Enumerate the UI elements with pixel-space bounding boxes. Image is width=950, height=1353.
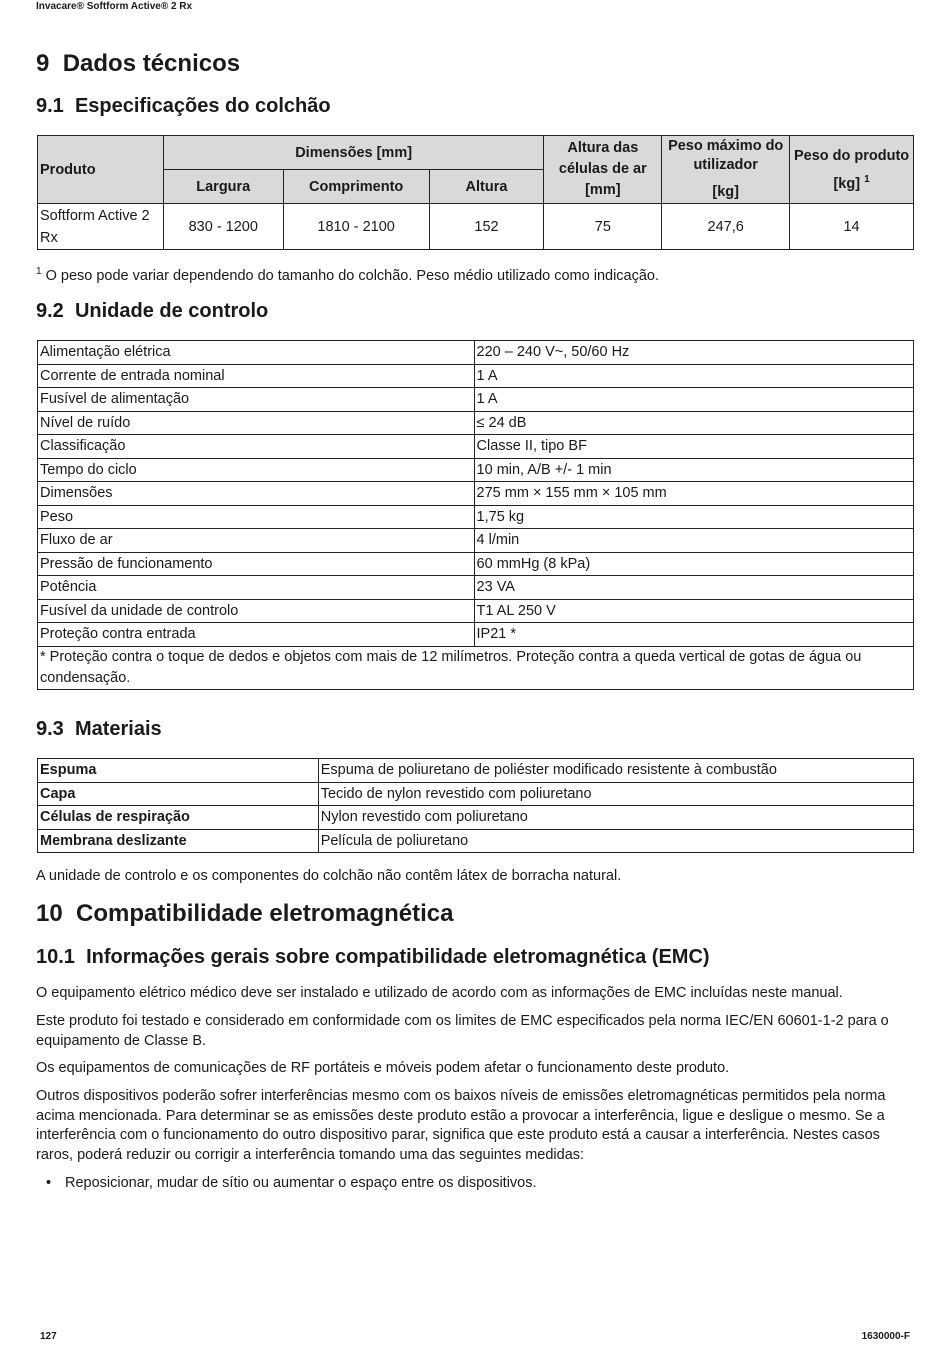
table-row [38,782,914,806]
control-note: * Proteção contra o toque de dedos e objetos com mais de 12 milímetros. Proteção contra a queda vertical de gotas de água ou condensação. [38,646,914,689]
material-value: Tecido de nylon revestido com poliuretano [318,782,913,806]
subsection-title: Especificações do colchão [74,95,331,117]
materials-table [37,758,914,853]
table-row [38,411,914,435]
row-label: Potência [38,576,475,600]
row-value: IP21 * [474,623,913,647]
section-number: 10 [36,900,63,927]
section-title: Compatibilidade eletromagnética [76,900,454,927]
subsection-heading [36,95,331,118]
subsection-title: Materiais [74,718,162,740]
row-value: 275 mm × 155 mm × 105 mm [474,482,913,506]
row-label: Alimentação elétrica [38,341,475,365]
col-header-peso-max [662,136,790,204]
material-value: Película de poliuretano [318,829,913,853]
table-row [38,364,914,388]
section-title: Dados técnicos [62,50,241,77]
row-value: 10 min, A/B +/- 1 min [474,458,913,482]
bullet-icon: • [46,1175,52,1191]
row-value: 23 VA [474,576,913,600]
section-heading [36,50,240,78]
table-row [38,759,914,783]
material-label: Espuma [38,759,319,783]
subsection-number: 9.3 [36,718,64,740]
page-number: 127 [40,1331,57,1342]
row-value: 60 mmHg (8 kPa) [474,552,913,576]
cell-altura: 152 [429,204,544,250]
cell-largura: 830 - 1200 [163,204,283,250]
table-row [38,829,914,853]
peso-produto-unit: [kg] [833,175,861,192]
subsection-number: 9.2 [36,300,64,322]
peso-max-unit: [kg] [712,184,739,200]
row-value: 1 A [474,364,913,388]
cell-produto: Softform Active 2 Rx [38,204,164,250]
subsection-number: 9.1 [36,95,64,117]
col-header-produto: Produto [38,136,164,204]
row-label: Tempo do ciclo [38,458,475,482]
row-value: Classe II, tipo BF [474,435,913,459]
row-value: T1 AL 250 V [474,599,913,623]
table-row [38,646,914,689]
row-label: Classificação [38,435,475,459]
row-label: Fusível de alimentação [38,388,475,412]
control-unit-table [37,340,914,690]
cell-peso-max: 247,6 [662,204,790,250]
subsection-title: Informações gerais sobre compatibilidade eletromagnética (EMC) [86,946,710,968]
row-value: 4 l/min [474,529,913,553]
col-header-altura: Altura [429,170,544,204]
row-label: Pressão de funcionamento [38,552,475,576]
row-label: Peso [38,505,475,529]
subsection-heading [36,300,268,323]
table-row [38,388,914,412]
row-label: Nível de ruído [38,411,475,435]
emc-paragraph: O equipamento elétrico médico deve ser instalado e utilizado de acordo com as informações de EMC incluídas neste manual. [36,985,843,1001]
row-value: 1,75 kg [474,505,913,529]
peso-max-label: Peso máximo do utilizador [668,138,784,173]
section-number: 9 [36,50,50,77]
table-row [38,623,914,647]
table-row [38,435,914,459]
spec-footnote [36,262,916,286]
bullet-text: Reposicionar, mudar de sítio ou aumentar o espaço entre os dispositivos. [65,1175,537,1191]
emc-paragraph: Outros dispositivos poderão sofrer interferências mesmo com os baixos níveis de emissões eletromagnéticas permitidos pela norma acima mencionada. Para determinar se as emissões deste produto estão a provocar a interferência, ligue e desligue o mesmo. Se a interferência com o funcionamento do outro dispositivo parar, significa que este produto está a causar a interferência. Nestes casos raros, poderá reduzir ou corrigir a interferência tomando uma das seguintes medidas: [36,1088,886,1163]
cell-peso: 14 [790,204,914,250]
col-header-comprimento: Comprimento [283,170,429,204]
footnote-text: O peso pode variar dependendo do tamanho do colchão. Peso médio utilizado como indicação. [41,267,660,284]
mattress-spec-table [37,135,914,250]
footnote-number: 1 [36,266,42,277]
cell-celulas: 75 [544,204,662,250]
emc-paragraph: Este produto foi testado e considerado em conformidade com os limites de EMC especificados pela norma IEC/EN 60601-1-2 para o equipamento de Classe B. [36,1013,889,1049]
table-row [38,576,914,600]
row-value: 1 A [474,388,913,412]
col-header-altura-celulas: Altura das células de ar [mm] [544,136,662,204]
row-value: ≤ 24 dB [474,411,913,435]
subsection-number: 10.1 [36,946,75,968]
document-code: 1630000-F [861,1331,910,1342]
emc-paragraph: Os equipamentos de comunicações de RF portáteis e móveis podem afetar o funcionamento deste produto. [36,1060,730,1076]
table-row [38,599,914,623]
col-header-peso-produto [790,136,914,204]
table-row [38,341,914,365]
running-header: Invacare® Softform Active® 2 Rx [36,1,193,12]
row-label: Fluxo de ar [38,529,475,553]
row-label: Corrente de entrada nominal [38,364,475,388]
table-row [38,204,914,250]
row-value: 220 – 240 V~, 50/60 Hz [474,341,913,365]
material-value: Espuma de poliuretano de poliéster modificado resistente à combustão [318,759,913,783]
row-label: Fusível da unidade de controlo [38,599,475,623]
table-row [38,552,914,576]
material-label: Membrana deslizante [38,829,319,853]
table-row [38,806,914,830]
col-header-largura: Largura [163,170,283,204]
material-label: Células de respiração [38,806,319,830]
cell-comprimento: 1810 - 2100 [283,204,429,250]
subsection-heading [36,718,162,741]
section-heading [36,900,453,928]
peso-produto-label: Peso do produto [793,147,910,164]
row-label: Proteção contra entrada [38,623,475,647]
subsection-title: Unidade de controlo [74,300,269,322]
material-label: Capa [38,782,319,806]
footnote-marker: 1 [864,173,870,185]
subsection-heading [36,946,710,969]
table-row [38,458,914,482]
bullet-list-item [46,1174,926,1194]
col-header-dimensoes: Dimensões [mm] [163,136,544,170]
row-label: Dimensões [38,482,475,506]
table-row [38,482,914,506]
table-row [38,529,914,553]
material-value: Nylon revestido com poliuretano [318,806,913,830]
materials-note: A unidade de controlo e os componentes do colchão não contêm látex de borracha natural. [36,868,622,884]
table-row [38,505,914,529]
